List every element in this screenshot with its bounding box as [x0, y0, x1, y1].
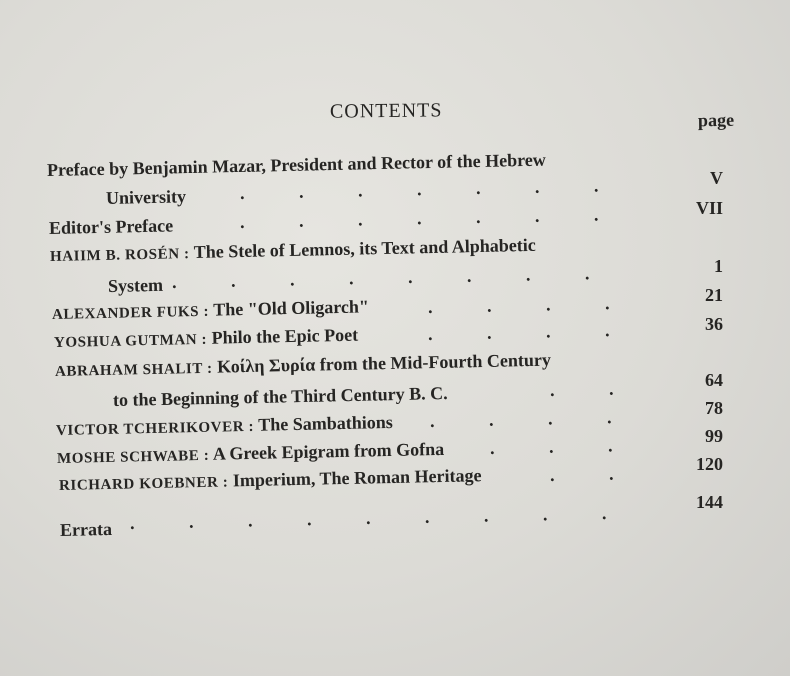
toc-entry-rosen: [50, 235, 536, 266]
toc-entry-preface-cont: [106, 186, 186, 209]
toc-entry-rosen-cont: [108, 275, 163, 297]
entry-title: Imperium, The Roman Heritage: [232, 465, 482, 491]
page-number: 99: [705, 426, 723, 446]
entry-author: ALEXANDER FUKS :: [51, 303, 210, 323]
leader-dots: . . . . . . .: [239, 204, 599, 232]
leader-dots: . . . . . . .: [239, 175, 599, 203]
entry-title: The Sambathions: [258, 411, 394, 435]
leader-dots: . . . . . . . .: [171, 263, 590, 292]
entry-author: HAIIM B. ROSÉN :: [49, 246, 190, 265]
entry-title: Philo the Epic Poet: [211, 324, 359, 348]
toc-entry-errata: [60, 519, 112, 541]
page-number: 120: [696, 454, 723, 474]
entry-title: A Greek Epigram from Gofna: [212, 438, 445, 464]
page-number: 36: [705, 314, 723, 334]
toc-entry-preface: [47, 150, 546, 181]
page-number: 1: [714, 256, 723, 276]
contents-title: CONTENTS: [329, 99, 443, 123]
page-number: VII: [696, 198, 724, 218]
entry-title: The "Old Oligarch": [213, 296, 370, 320]
toc-entry-fuks: [52, 296, 369, 324]
entry-title-cont: to the Beginning of the Third Century B. C.: [112, 382, 448, 410]
page-number: 64: [705, 370, 723, 390]
leader-dots: . . . .: [427, 320, 610, 344]
entry-title: Κοίλη Συρία from the Mid-Fourth Century: [216, 349, 552, 377]
page-number: 78: [705, 398, 723, 418]
entry-author: ABRAHAM SHALIT :: [54, 360, 213, 380]
leader-dots: . .: [549, 378, 614, 400]
toc-entry-tcherikover: [56, 412, 393, 440]
page-number: 144: [696, 492, 723, 512]
page-number: 21: [705, 285, 723, 305]
entry-author: YOSHUA GUTMAN :: [53, 331, 208, 351]
entry-title-cont: University: [105, 186, 187, 208]
entry-author: MOSHE SCHWABE :: [56, 447, 210, 467]
entry-author: VICTOR TCHERIKOVER :: [55, 418, 255, 439]
toc-entry-schwabe: [57, 439, 445, 468]
leader-dots: . . .: [489, 435, 613, 458]
toc-entry-shalit: [55, 350, 551, 381]
entry-title: Editor's Preface: [48, 215, 174, 238]
entry-author: RICHARD KOEBNER :: [58, 474, 229, 494]
toc-entry-editors-preface: [49, 215, 174, 239]
leader-dots: . . . . . . . . .: [129, 503, 607, 533]
leader-dots: . . . .: [429, 407, 612, 431]
toc-entry-gutman: [54, 325, 359, 352]
page-number: V: [710, 168, 723, 188]
toc-entry-koebner: [59, 465, 482, 495]
toc-entry-shalit-cont: [113, 383, 448, 411]
leader-dots: . .: [549, 463, 614, 485]
page-column-label: page: [697, 109, 735, 131]
entry-title: Errata: [59, 518, 113, 540]
entry-title: The Stele of Lemnos, its Text and Alphabetic: [193, 234, 536, 262]
leader-dots: . . . .: [427, 293, 610, 317]
entry-title: Preface by Benjamin Mazar, President and Rector of the Hebrew: [46, 149, 547, 180]
entry-title-cont: System: [107, 274, 164, 296]
